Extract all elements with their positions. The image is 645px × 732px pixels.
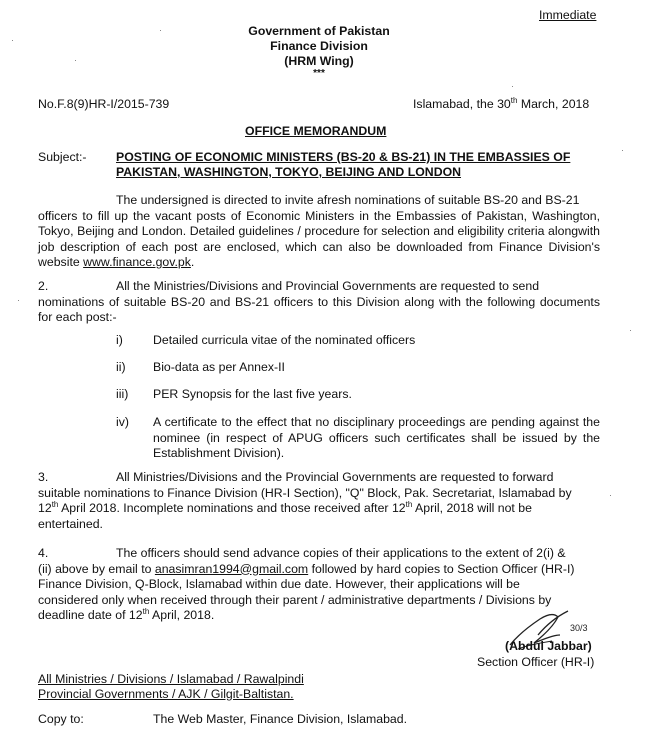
item-1-text: Detailed curricula vitae of the nominated officers [153, 333, 416, 347]
signatory-designation: Section Officer (HR-I) [477, 655, 595, 669]
header-wing: (HRM Wing) [284, 54, 354, 68]
item-3-number: iii) [116, 387, 129, 401]
header-division: Finance Division [270, 39, 368, 53]
item-4-number: iv) [116, 415, 129, 429]
copy-recipient: The Web Master, Finance Division, Islamabad. [153, 712, 408, 726]
scan-speck [512, 86, 513, 87]
signature-initials: 30/3 [570, 623, 588, 633]
scan-speck [18, 300, 19, 301]
distribution-line-1: All Ministries / Divisions / Islamabad / Rawalpindi [38, 672, 304, 686]
paragraph-4-number: 4. [38, 546, 49, 560]
paragraph-2-number: 2. [38, 279, 49, 293]
item-3-text: PER Synopsis for the last five years. [153, 387, 352, 401]
issue-date: Islamabad, the 30th March, 2018 [413, 95, 590, 111]
distribution-line-2: Provincial Governments / AJK / Gilgit-Baltistan. [38, 687, 294, 701]
header-stars: *** [313, 68, 325, 79]
copy-label: Copy to: [38, 712, 84, 726]
subject-line-2: PAKISTAN, WASHINGTON, TOKYO, BEIJING AND LONDON [116, 165, 462, 179]
signatory-name: (Abdul Jabbar) [505, 639, 592, 653]
website-link[interactable]: www.finance.gov.pk [83, 255, 191, 269]
item-2-text: Bio-data as per Annex-II [153, 360, 285, 374]
scan-speck [75, 60, 76, 61]
email-link[interactable]: anasimran1994@gmail.com [154, 561, 309, 576]
scan-speck [622, 150, 623, 151]
scan-speck [12, 40, 13, 41]
scan-speck [630, 330, 631, 331]
paragraph-3: All Ministries/Divisions and the Provincial Governments are requested to forward suitable nominations to Finance Division (HR-I Section), "Q" Block, Pak. Secretariat, Islamabad by 12th April 2018. Incomplete nominations and those received after 12th April, 2018 will not be entertained. [38, 470, 572, 531]
subject-label: Subject:- [38, 150, 87, 164]
item-1-number: i) [116, 333, 123, 347]
header-govt: Government of Pakistan [248, 24, 390, 38]
scan-speck [160, 30, 161, 31]
paragraph-3-number: 3. [38, 470, 49, 484]
paragraph-1: The undersigned is directed to invite afresh nominations of suitable BS-20 and BS-21 officers to fill up the vacant posts of Economic Ministers in the Embassies of Pakistan, Washington, Tokyo, Beijing and London. Detailed guidelines / procedure for selection and eligibility criteria alongwith job description of each post are enclosed, which can also be downloaded from Finance Division's website www.finance.gov.pk. [38, 193, 600, 269]
priority-label: Immediate [539, 8, 597, 22]
item-4-text: A certificate to the effect that no disciplinary proceedings are pending against the nominee (in respect of APUG officers such certificates shall be issued by the Establishment Division). [153, 415, 600, 460]
reference-number: No.F.8(9)HR-I/2015-739 [38, 97, 170, 111]
paragraph-2: All the Ministries/Divisions and Provincial Governments are requested to send nominations of suitable BS-20 and BS-21 officers to this Division along with the following documents for each post:- [38, 279, 600, 324]
subject-line-1: POSTING OF ECONOMIC MINISTERS (BS-20 & BS-21) IN THE EMBASSIES OF [116, 150, 571, 164]
memo-title: OFFICE MEMORANDUM [245, 124, 387, 138]
paragraph-4: The officers should send advance copies of their applications to the extent of 2(i) & (ii) above by email to anasimran1994@gmail.com followed by hard copies to Section Officer (HR-I) Finance Division, Q-Block, Islamabad within due date. However, their applications will be considered only when received through their parent / administrative departments / Divisions by deadline date of 12th April, 2018. [38, 546, 575, 622]
scan-speck [610, 495, 611, 496]
item-2-number: ii) [116, 360, 126, 374]
